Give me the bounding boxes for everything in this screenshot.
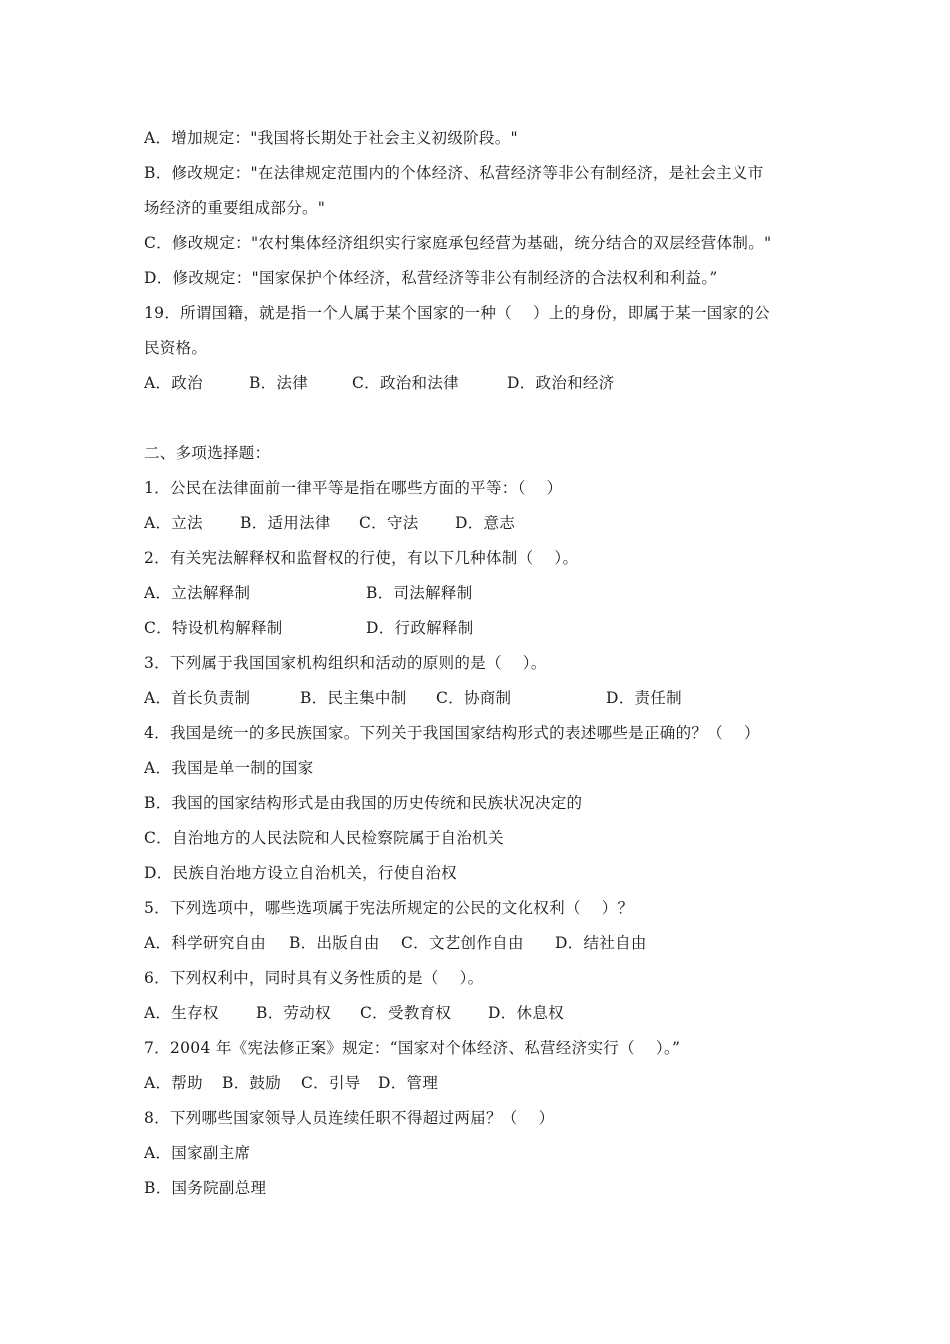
question-4-option-c: C．自治地方的人民法院和人民检察院属于自治机关 [144,829,504,847]
section-title: 二、多项选择题： [144,444,271,462]
option-d: D．意志 [455,514,516,532]
question-19-line2: 民资格。 [144,339,208,357]
option-b: B．法律 [249,374,309,392]
option-d-q18: D．修改规定："国家保护个体经济，私营经济等非公有制经济的合法权利和利益。” [144,269,718,287]
option-a: A．生存权 [144,1004,219,1022]
option-d: D．休息权 [488,1004,564,1022]
option-b: B．司法解释制 [366,584,473,602]
option-c: C．受教育权 [360,1004,452,1022]
option-c: C．引导 [301,1074,361,1092]
question-6-options [144,996,814,1031]
option-c: C．文艺创作自由 [401,934,524,952]
option-a-q18: A．增加规定："我国将长期处于社会主义初级阶段。" [144,129,518,147]
option-b: B．适用法律 [240,514,331,532]
question-1-options [144,506,814,541]
option-d: D．责任制 [606,689,682,707]
option-c: C．特设机构解释制 [144,619,283,637]
option-d: D．行政解释制 [366,619,474,637]
question-4-option-a: A．我国是单一制的国家 [144,759,314,777]
question-3-options [144,681,814,716]
option-a: A．科学研究自由 [144,934,267,952]
option-b: B．出版自由 [289,934,380,952]
option-a: A．政治 [144,374,203,392]
question-4-option-b: B．我国的国家结构形式是由我国的历史传统和民族状况决定的 [144,794,583,812]
option-d: D．政治和经济 [507,374,615,392]
question-5-stem: 5．下列选项中，哪些选项属于宪法所规定的公民的文化权利（ ）？ [144,899,634,917]
question-2-options-row2 [144,611,814,646]
option-a: A．首长负责制 [144,689,251,707]
option-b-q18-line2: 场经济的重要组成部分。" [144,199,326,217]
option-d: D．结社自由 [555,934,647,952]
question-1-stem: 1．公民在法律面前一律平等是指在哪些方面的平等：（ ） [144,479,563,497]
option-a: A．立法 [144,514,203,532]
option-b-q18-line1: B．修改规定："在法律规定范围内的个体经济、私营经济等非公有制经济，是社会主义市 [144,164,764,182]
option-b: B．民主集中制 [300,689,407,707]
option-b: B．劳动权 [256,1004,331,1022]
question-7-options [144,1066,814,1101]
question-19-options [144,366,814,401]
question-4-stem: 4．我国是统一的多民族国家。下列关于我国国家结构形式的表述哪些是正确的？（ ） [144,724,760,742]
question-5-options [144,926,814,961]
question-4-option-d: D．民族自治地方设立自治机关，行使自治权 [144,864,457,882]
question-3-stem: 3．下列属于我国国家机构组织和活动的原则的是（ ）。 [144,654,547,672]
spacer [144,401,814,436]
question-7-stem: 7．2004 年《宪法修正案》规定：“国家对个体经济、私营经济实行（ ）。” [144,1039,681,1057]
question-2-options-row1 [144,576,814,611]
option-c: C．政治和法律 [352,374,459,392]
question-8-option-b: B．国务院副总理 [144,1179,267,1197]
question-6-stem: 6．下列权利中，同时具有义务性质的是（ ）。 [144,969,484,987]
document-page [144,121,814,1206]
question-19-line1: 19．所谓国籍，就是指一个人属于某个国家的一种（ ）上的身份，即属于某一国家的公 [144,304,770,322]
question-8-stem: 8．下列哪些国家领导人员连续任职不得超过两届？（ ） [144,1109,555,1127]
option-c: C．协商制 [436,689,512,707]
option-c-q18: C．修改规定："农村集体经济组织实行家庭承包经营为基础，统分结合的双层经营体制。" [144,234,772,252]
option-b: B．鼓励 [222,1074,282,1092]
question-8-option-a: A．国家副主席 [144,1144,251,1162]
option-a: A．帮助 [144,1074,203,1092]
option-c: C．守法 [359,514,419,532]
option-d: D．管理 [378,1074,439,1092]
option-a: A．立法解释制 [144,584,251,602]
question-2-stem: 2．有关宪法解释权和监督权的行使，有以下几种体制（ ）。 [144,549,579,567]
